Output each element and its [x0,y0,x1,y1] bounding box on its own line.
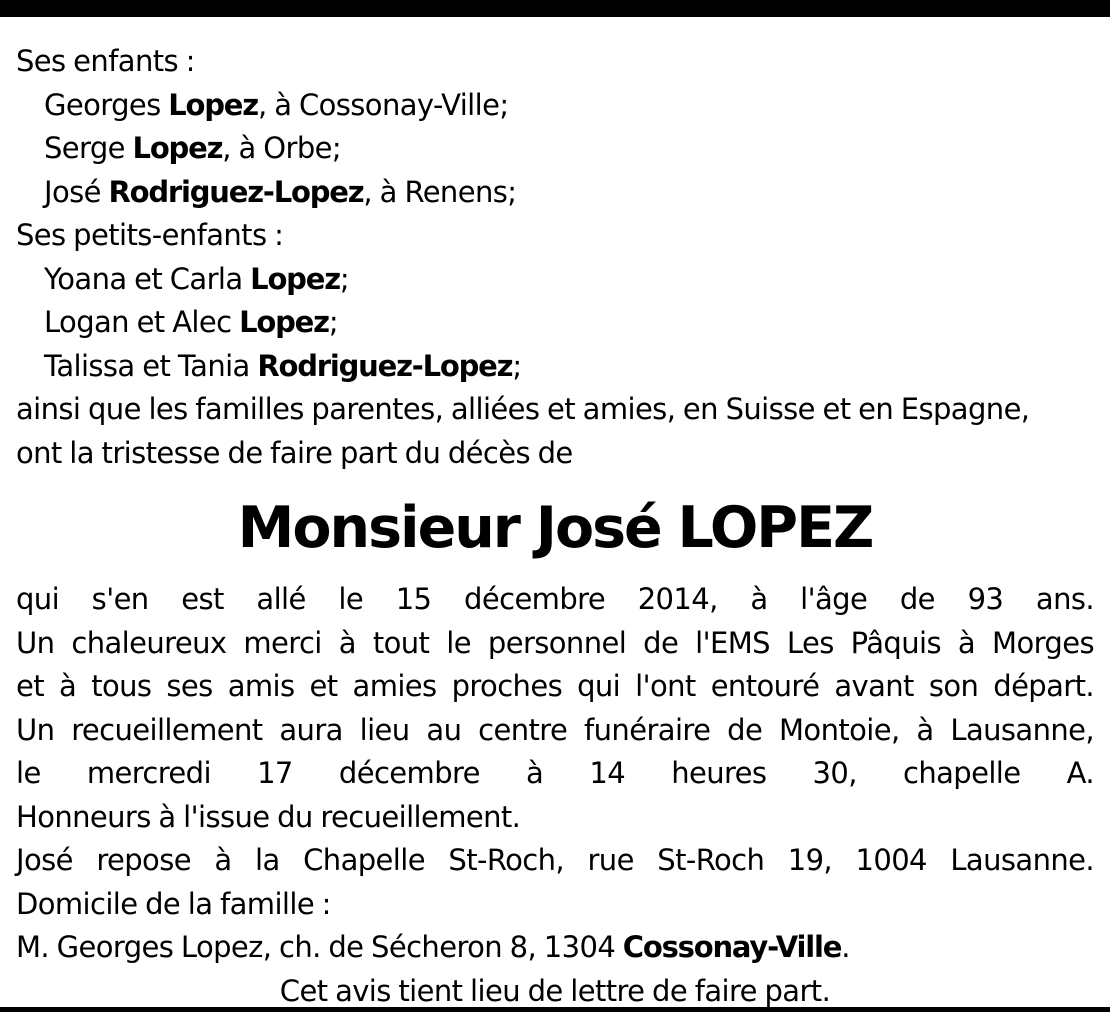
body-line: et à tous ses amis et amies proches qui l'ont entouré avant son départ. [16,665,1094,709]
child-line [16,127,1094,171]
grandchild-line [16,258,1094,302]
family-address-line [16,926,1094,970]
bottom-border-rule [0,1007,1110,1012]
grandchild-first-names: Talissa et Tania [44,349,257,383]
body-line: Un chaleureux merci à tout le personnel de l'EMS Les Pâquis à Morges [16,622,1094,666]
child-first-name: Serge [44,131,133,165]
body-line: José repose à la Chapelle St-Roch, rue St-Roch 19, 1004 Lausanne. [16,839,1094,883]
grandchildren-heading: Ses petits-enfants : [16,214,1094,258]
children-heading: Ses enfants : [16,40,1094,84]
grandchild-first-names: Logan et Alec [44,305,239,339]
announce-line: ont la tristesse de faire part du décès de [16,432,1094,476]
body-line: le mercredi 17 décembre à 14 heures 30, chapelle A. [16,752,1094,796]
closing-line: Cet avis tient lieu de lettre de faire part. [16,970,1094,1013]
families-line: ainsi que les familles parentes, alliées et amies, en Suisse et en Espagne, [16,388,1094,432]
child-first-name: José [44,175,108,209]
grandchild-surname: Lopez [250,262,340,296]
grandchild-line [16,301,1094,345]
grandchild-end: ; [329,305,338,339]
child-line [16,84,1094,128]
child-first-name: Georges [44,88,168,122]
address-city: Cossonay-Ville [623,930,841,964]
obituary-notice [16,40,1094,1013]
grandchild-first-names: Yoana et Carla [44,262,250,296]
address-prefix: M. Georges Lopez, ch. de Sécheron 8, 1304 [16,930,623,964]
body-line: Un recueillement aura lieu au centre funéraire de Montoie, à Lausanne, [16,709,1094,753]
child-place: , à Orbe; [222,131,341,165]
deceased-name-heading: Monsieur José LOPEZ [16,497,1094,559]
body-line: Honneurs à l'issue du recueillement. [16,796,1094,840]
child-surname: Lopez [168,88,258,122]
grandchild-surname: Rodriguez-Lopez [257,349,512,383]
child-place: , à Renens; [363,175,516,209]
grandchild-end: ; [340,262,349,296]
child-line [16,171,1094,215]
top-border-rule [0,0,1110,17]
address-suffix: . [841,930,850,964]
child-surname: Lopez [133,131,223,165]
grandchild-end: ; [512,349,521,383]
child-surname: Rodriguez-Lopez [108,175,363,209]
grandchild-surname: Lopez [239,305,329,339]
child-place: , à Cossonay-Ville; [258,88,509,122]
body-line: qui s'en est allé le 15 décembre 2014, à l'âge de 93 ans. [16,578,1094,622]
grandchild-line [16,345,1094,389]
body-line: Domicile de la famille : [16,883,1094,927]
